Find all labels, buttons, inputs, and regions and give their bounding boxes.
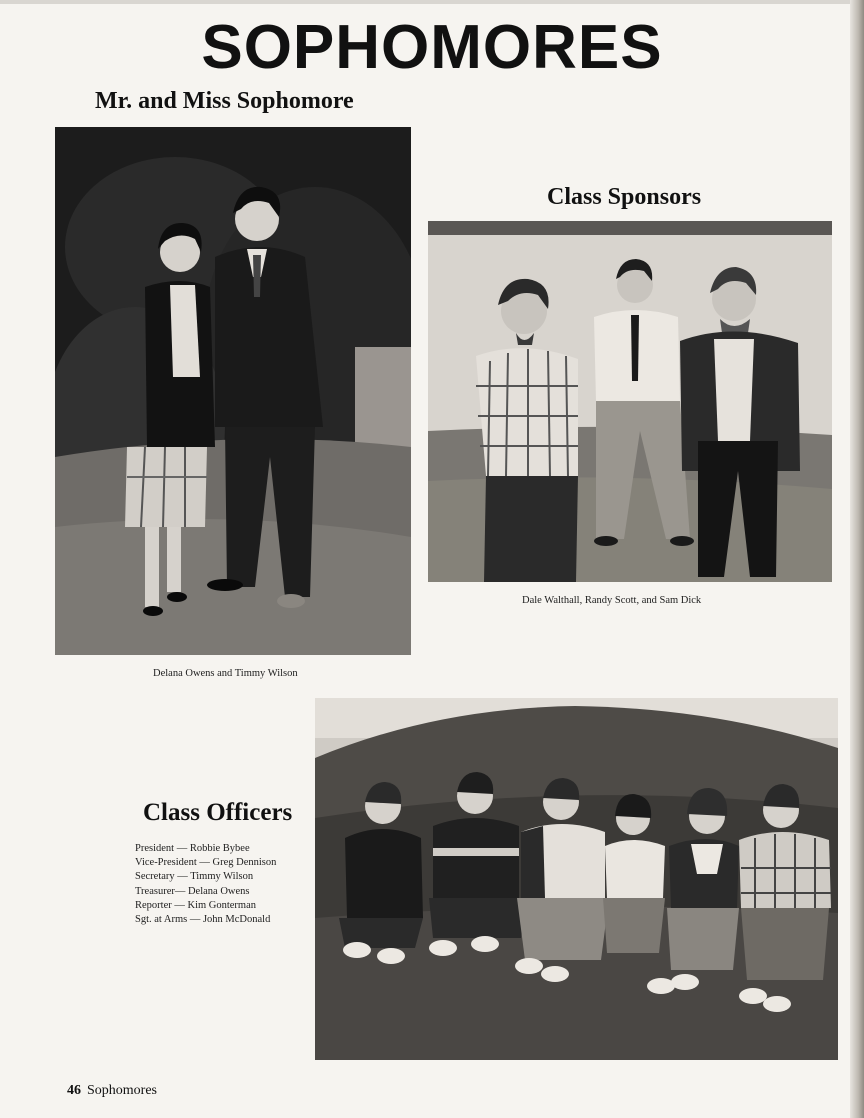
book-spine-edge bbox=[850, 0, 864, 1118]
page-title: SOPHOMORES bbox=[201, 13, 663, 82]
yearbook-page bbox=[0, 4, 850, 1118]
officer-treasurer: Treasurer— Delana Owens bbox=[135, 885, 250, 897]
mr-miss-sophomore-heading: Mr. and Miss Sophomore bbox=[95, 88, 354, 114]
officer-reporter: Reporter — Kim Gonterman bbox=[135, 899, 257, 911]
officer-sgt-at-arms: Sgt. at Arms — John McDonald bbox=[135, 914, 271, 926]
officer-vice-president: Vice-President — Greg Dennison bbox=[135, 857, 277, 869]
class-officers-heading: Class Officers bbox=[143, 799, 293, 826]
class-sponsors-heading: Class Sponsors bbox=[547, 184, 702, 210]
class-officers-list bbox=[135, 842, 276, 927]
footer-section-label: Sophomores bbox=[87, 1083, 157, 1098]
page-footer bbox=[67, 1083, 157, 1099]
officer-president: President — Robbie Bybee bbox=[135, 843, 250, 854]
page-number: 46 bbox=[67, 1083, 81, 1098]
officer-secretary: Secretary — Timmy Wilson bbox=[135, 871, 254, 883]
class-sponsors-photo bbox=[428, 221, 832, 582]
class-officers-photo bbox=[315, 698, 838, 1060]
mr-miss-sophomore-caption: Delana Owens and Timmy Wilson bbox=[153, 668, 298, 679]
class-sponsors-caption: Dale Walthall, Randy Scott, and Sam Dick bbox=[522, 595, 702, 606]
mr-miss-sophomore-photo bbox=[55, 127, 411, 655]
